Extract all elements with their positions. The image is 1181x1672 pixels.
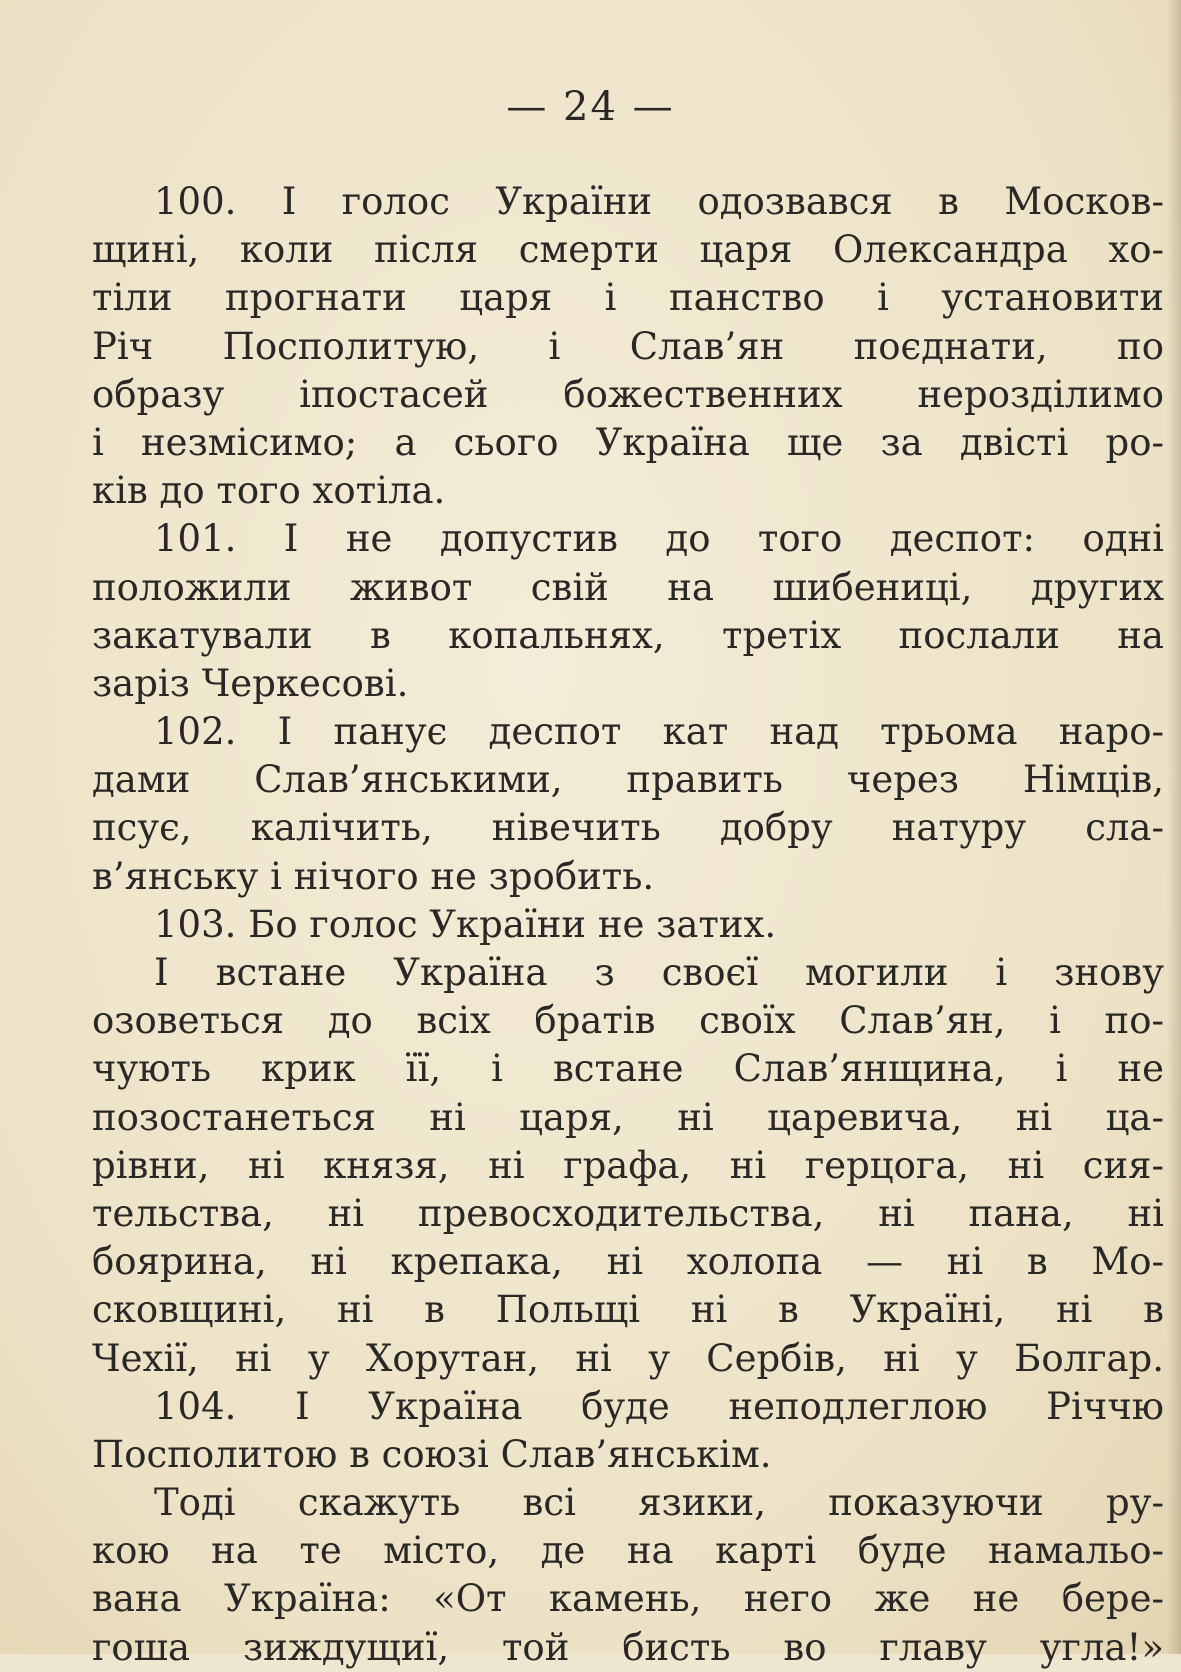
text-line: Тоді скажуть всі язики, показуючи ру- <box>154 1481 1164 1525</box>
text-line: 101. І не допустив до того деспот: одні <box>154 517 1164 561</box>
text-line: закатували в копальнях, третіх послали на <box>92 613 1164 657</box>
text-line: образу іпостасей божественних нероздiлимо <box>92 372 1164 416</box>
text-line: ків до того хотіла. <box>92 469 446 513</box>
text-line: заріз Черкесові. <box>92 661 409 705</box>
text-line: озоветься до всіх братів своїх Слав’ян, і по- <box>92 999 1164 1043</box>
text-line: гоша зиждущиї, той бисть во главу угла!» <box>92 1625 1164 1669</box>
text-line: в’янську і нічого не зробить. <box>92 854 655 898</box>
text-line: 104. І Україна буде неподлеглою Річчю <box>154 1384 1164 1428</box>
text-line: 103. Бо голос України не затих. <box>154 902 777 946</box>
text-line: дами Слав’янськими, править через Німців, <box>92 758 1164 802</box>
text-line: рівни, ні князя, ні графа, ні герцога, ні сия- <box>92 1143 1164 1187</box>
text-line: позостанеться ні царя, ні царевича, ні ца- <box>92 1095 1164 1139</box>
text-line: і незмісимо; а сього Україна ще за двісті ро- <box>92 420 1164 464</box>
text-line: 102. І панує деспот кат над трьома наро- <box>154 710 1164 754</box>
text-line: І встане Україна з своєї могили і знову <box>154 951 1164 994</box>
text-line: щині, коли після смерти царя Олександра хо- <box>92 228 1164 272</box>
text-line: Чехії, ні у Хорутан, ні у Сербів, ні у Болгар. <box>92 1336 1164 1380</box>
text-line: сковщині, ні в Польщі ні в Україні, ні в <box>92 1288 1164 1332</box>
text-body <box>92 178 1164 1672</box>
page-number: — 24 — <box>506 84 675 130</box>
page-edge-shadow <box>1167 0 1181 1654</box>
text-line: вана Україна: «От камень, него же не бере- <box>92 1577 1164 1621</box>
text-line: чують крик її, і встане Слав’янщина, і не <box>92 1047 1164 1091</box>
text-line: тіли прогнати царя і панство і установити <box>92 276 1164 320</box>
text-line: тельства, ні превосходительства, ні пана, ні <box>92 1191 1164 1235</box>
text-line: Посполитою в союзі Слав’янськім. <box>92 1432 772 1476</box>
text-line: 100. І голос України одозвався в Москов- <box>154 180 1164 223</box>
text-line: псує, калічить, нівечить добру натуру сла- <box>92 806 1164 850</box>
text-line: положили живот свій на шибениці, других <box>92 565 1164 609</box>
text-line: боярина, ні крепака, ні холопа — ні в Мо- <box>92 1240 1164 1284</box>
text-line: Річ Посполитую, і Слав’ян поєднати, по <box>92 324 1164 368</box>
text-line: кою на те місто, де на карті буде намальо- <box>92 1529 1164 1573</box>
